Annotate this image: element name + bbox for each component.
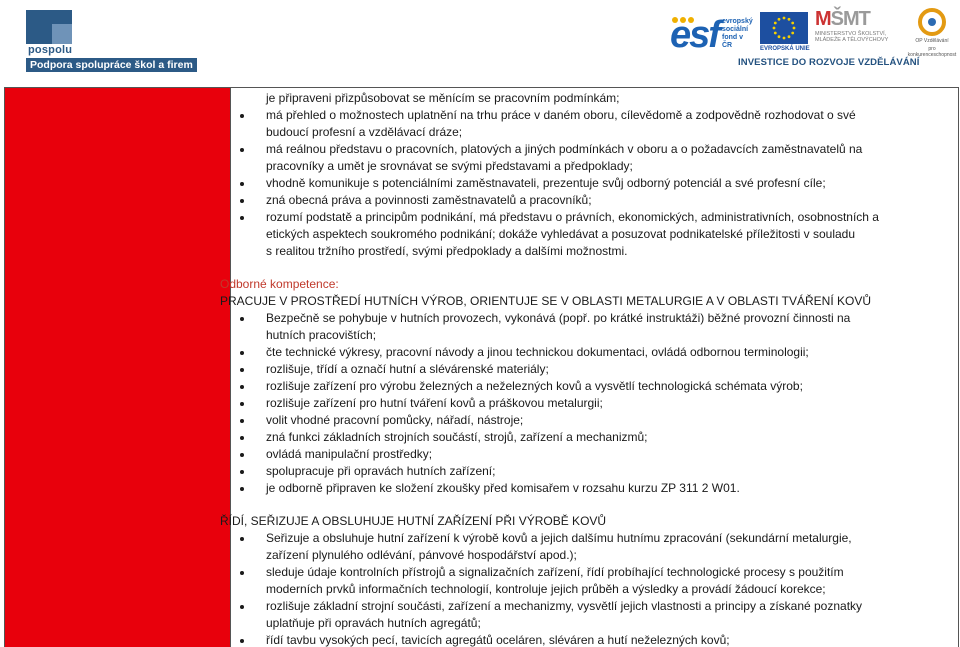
spacer (220, 260, 920, 276)
section-heading: Odborné kompetence: (220, 277, 339, 291)
bullet-item: Seřizuje a obsluhuje hutní zařízení k výrobě kovů a jejich dalšímu hutnímu zpracování (sekundární metalurgie, (220, 530, 920, 547)
red-left-column (5, 88, 231, 647)
eu-flag-icon (760, 12, 808, 44)
bullet-item: má reálnou představu o pracovních, platových a jiných podmínkách v oboru a o požadavcích zaměstnavatelů na (220, 141, 920, 158)
bullet-item: rozumí podstatě a principům podnikání, má představu o právních, ekonomických, administrativních, osobnostních a (220, 209, 920, 226)
bullet-item: je odborně připraven ke složení zkoušky před komisařem v rozsahu kurzu ZP 311 2 W01. (220, 480, 920, 497)
esf-caption-line: fond v ČR (722, 34, 743, 49)
section-heading: PRACUJE V PROSTŘEDÍ HUTNÍCH VÝROB, ORIENTUJE SE V OBLASTI METALURGIE A V OBLASTI TVÁŘENÍ KOVŮ (220, 294, 872, 308)
text-line: s realitou tržního prostředí, svými předpoklady a dalšími možnostmi. (266, 244, 628, 258)
msmt-caption-line: MINISTERSTVO ŠKOLSTVÍ, (815, 31, 887, 37)
msmt-logo (815, 8, 895, 54)
bullet-item: zná obecná práva a povinnosti zaměstnavatelů a pracovníků; (220, 192, 920, 209)
eu-logo (760, 12, 812, 52)
op-vk-logo (906, 8, 958, 58)
eu-caption: EVROPSKÁ UNIE (760, 46, 810, 52)
bullet-item: rozlišuje zařízení pro hutní tváření kovů a práškovou metalurgii; (220, 395, 920, 412)
text-line: zařízení plynulého odlévání, pánvové hospodářství apod.); (266, 548, 577, 562)
pospolu-tagline: Podpora spolupráce škol a firem (26, 58, 197, 72)
bullet-item: rozlišuje, třídí a označí hutní a slévárenské materiály; (220, 361, 920, 378)
text-line: moderních prvků informačních technologií, kontroluje jejich průběh a výsledky a provádí žádoucí korekce; (266, 582, 826, 596)
msmt-mark-rest: ŠMT (830, 8, 870, 30)
invest-banner: INVESTICE DO ROZVOJE VZDĚLÁVÁNÍ (738, 57, 920, 68)
bullet-item: zná funkci základních strojních součástí, strojů, zařízení a mechanizmů; (220, 429, 920, 446)
op-vk-caption-line: OP Vzdělávání (915, 38, 949, 44)
spacer (220, 497, 920, 513)
esf-logo (670, 10, 753, 56)
msmt-caption-line: MLÁDEŽE A TĚLOVÝCHOVY (815, 37, 889, 43)
bullet-item: volit vhodné pracovní pomůcky, nářadí, nástroje; (220, 412, 920, 429)
section-heading: ŘÍDÍ, SEŘIZUJE A OBSLUHUJE HUTNÍ ZAŘÍZENÍ PŘI VÝROBĚ KOVŮ (220, 514, 607, 528)
document-body (220, 90, 920, 647)
bullet-item: vhodně komunikuje s potenciálními zaměstnavateli, prezentuje svůj odborný potenciál a své profesní cíle; (220, 175, 920, 192)
esf-logo-caption (722, 18, 753, 50)
text-line: uplatňuje při opravách hutních agregátů; (266, 616, 481, 630)
bullet-item: čte technické výkresy, pracovní návody a jinou technickou dokumentaci, ovládá odbornou terminologii; (220, 344, 920, 361)
text-line: je připraveni přizpůsobovat se měnícím se pracovním podmínkám; (266, 91, 620, 105)
text-line: hutních pracovištích; (266, 328, 377, 342)
bullet-item: řídí tavbu vysokých pecí, tavicích agregátů oceláren, sléváren a hutí neželezných kovů; (220, 632, 920, 647)
text-line: pracovníky a umět je srovnávat se svými představami a předpoklady; (266, 159, 633, 173)
bullet-item: rozlišuje zařízení pro výrobu železných a neželezných kovů a vysvětlí technologická schémata výrob; (220, 378, 920, 395)
bullet-item: rozlišuje základní strojní součásti, zařízení a mechanizmy, vysvětlí jejich vlastnosti a principy a získané poznatky (220, 598, 920, 615)
pospolu-logo (22, 8, 193, 71)
esf-logo-word: esf (670, 14, 719, 56)
esf-caption-line: sociální (722, 26, 749, 33)
msmt-logo-mark (815, 8, 895, 31)
esf-caption-line: evropský (722, 18, 753, 25)
bullet-item: Bezpečně se pohybuje v hutních provozech, vykonává (popř. po krátké instruktáži) běžné provozní činnosti na (220, 310, 920, 327)
bullet-item: ovládá manipulační prostředky; (220, 446, 920, 463)
text-line: budoucí profesní a vzdělávací dráze; (266, 125, 463, 139)
pospolu-logo-word: pospolu (28, 44, 73, 56)
bullet-item: má přehled o možnostech uplatnění na trhu práce v daném oboru, cílevědomě a zodpovědně rozhodovat o své (220, 107, 920, 124)
pospolu-logo-mark (26, 10, 72, 44)
bullet-item: spolupracuje při opravách hutních zařízení; (220, 463, 920, 480)
text-line: etických aspektech soukromého podnikání; dokáže vyhledávat a posuzovat podnikatelské příležitosti v souladu (266, 227, 856, 241)
op-vk-logo-mark (918, 8, 946, 36)
msmt-mark-m: M (815, 8, 831, 30)
op-vk-caption-line: pro konkurenceschopnost (907, 46, 957, 58)
page-header (0, 0, 960, 80)
bullet-item: sleduje údaje kontrolních přístrojů a signalizačních zařízení, řídí probíhající technologické procesy s použitím (220, 564, 920, 581)
